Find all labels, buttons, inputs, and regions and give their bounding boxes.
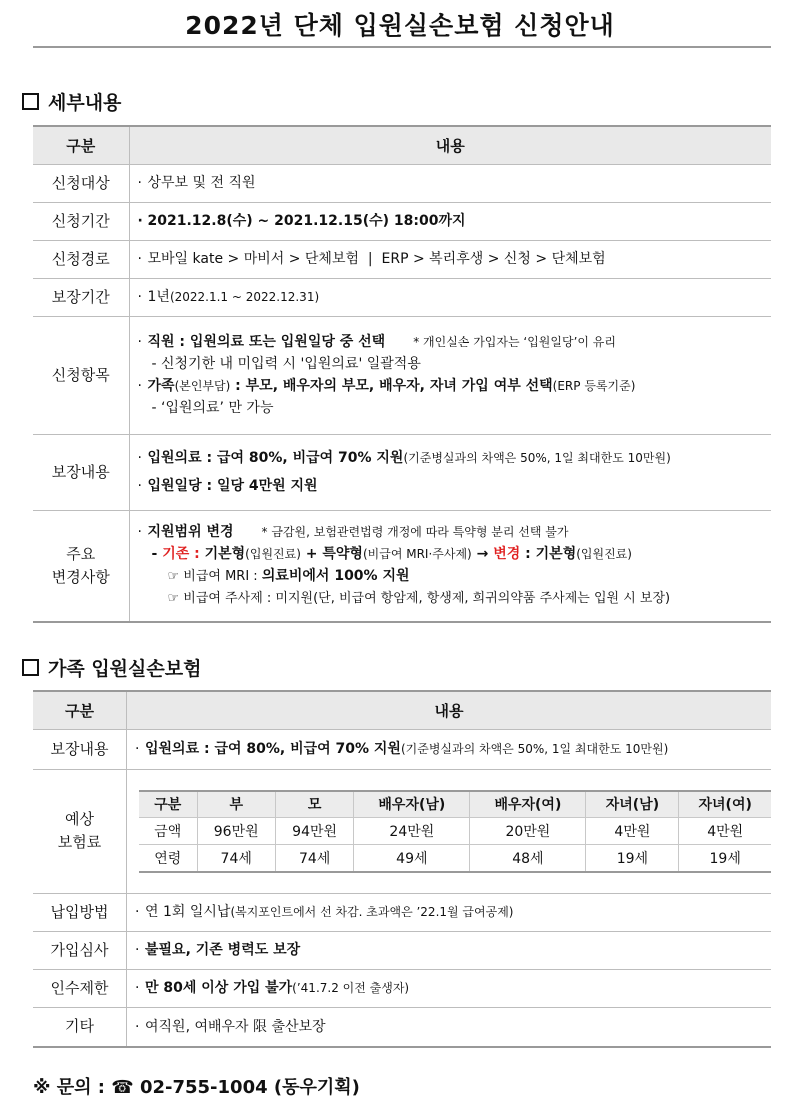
checkbox-square-icon bbox=[22, 659, 39, 676]
family-coverage-medical: 입원의료 : 급여 80%, 비급여 70% 지원 bbox=[145, 741, 401, 757]
row-label: 신청항목 bbox=[33, 316, 129, 434]
section-details-title: 세부내용 bbox=[48, 92, 122, 114]
premium-cell: 19세 bbox=[679, 845, 771, 872]
changes-before-basic: 기본형 bbox=[199, 546, 246, 563]
premium-cell: 4만원 bbox=[586, 818, 679, 845]
table-row-coverage bbox=[33, 434, 771, 510]
items-employee-note: * 개인실손 가입자는 ‘입원일당’이 유리 bbox=[413, 335, 616, 349]
premium-cell: 48세 bbox=[470, 845, 586, 872]
col-content-header: 내용 bbox=[127, 691, 772, 729]
changes-before-rider-note: (비급여 MRI·주사제) bbox=[362, 547, 472, 562]
row-content bbox=[127, 769, 772, 893]
coverage-medical-note: (기준병실과의 차액은 50%, 1일 최대한도 10만원) bbox=[403, 451, 671, 465]
row-label: 신청대상 bbox=[33, 164, 129, 202]
premium-header-cell: 배우자(여) bbox=[470, 791, 586, 818]
family-table bbox=[33, 690, 771, 1048]
changes-after-basic-note: (입원진료) bbox=[576, 547, 632, 562]
items-family-note: - ‘입원의료’ 만 가능 bbox=[151, 400, 274, 416]
section-family-title: 가족 입원실손보험 bbox=[48, 658, 202, 680]
premium-cell: 4만원 bbox=[679, 818, 771, 845]
table-row-family-coverage bbox=[33, 729, 771, 769]
row-label: 보장내용 bbox=[33, 729, 127, 769]
section-family-heading bbox=[22, 654, 201, 681]
table-row-etc bbox=[33, 1007, 771, 1047]
premium-cell: 연령 bbox=[139, 845, 197, 872]
family-coverage-note: (기준병실과의 차액은 50%, 1일 최대한도 10만원) bbox=[400, 742, 669, 756]
changes-mri-label: 비급여 MRI : bbox=[179, 569, 262, 585]
changes-after-basic: : 기본형 bbox=[520, 546, 577, 563]
premium-header-cell: 자녀(남) bbox=[586, 791, 679, 818]
table-row-premium bbox=[33, 769, 771, 893]
payment-note: (복지포인트에서 선 차감. 초과액은 ’22.1월 급여공제) bbox=[230, 905, 514, 919]
premium-header-row bbox=[139, 791, 771, 818]
row-content: · 1년(2022.1.1 ~ 2022.12.31) bbox=[129, 278, 771, 316]
table-row-items bbox=[33, 316, 771, 434]
row-label: 보장기간 bbox=[33, 278, 129, 316]
table-row-period bbox=[33, 202, 771, 240]
row-content: · 입원의료 : 급여 80%, 비급여 70% 지원(기준병실과의 차액은 50%, 1일 최대한도 10만원) · 입원일당 : 일당 4만원 지원 bbox=[129, 434, 771, 510]
changes-dash: - bbox=[151, 546, 163, 563]
changes-before-label: 기존 : bbox=[162, 546, 200, 563]
page-title: 2022년 단체 입원실손보험 신청안내 bbox=[185, 11, 615, 40]
premium-cell: 74세 bbox=[275, 845, 353, 872]
col-category-header: 구분 bbox=[33, 691, 127, 729]
items-default-note: - 신청기한 내 미입력 시 '입원의료' 일괄적용 bbox=[151, 356, 421, 372]
premium-label-line1: 예상 bbox=[65, 810, 94, 828]
premium-header-cell: 자녀(여) bbox=[679, 791, 771, 818]
row-content: · 상무보 및 전 직원 bbox=[129, 164, 771, 202]
changes-injection-text: 비급여 주사제 : 미지원(단, 비급여 항암제, 항생제, 희귀의약품 주사제는 입원 시 보장) bbox=[179, 591, 671, 607]
row-label: 보장내용 bbox=[33, 434, 129, 510]
changes-after-label: 변경 bbox=[493, 546, 521, 563]
table-row-limit bbox=[33, 969, 771, 1007]
premium-cell: 94만원 bbox=[275, 818, 353, 845]
premium-header-cell: 부 bbox=[197, 791, 275, 818]
premium-label-line2: 보험료 bbox=[57, 833, 102, 851]
changes-before-rider: + 특약형 bbox=[300, 546, 363, 563]
row-label: 신청기간 bbox=[33, 202, 129, 240]
details-table bbox=[33, 125, 771, 623]
items-family: 가족 bbox=[147, 378, 175, 394]
changes-mri-value: 의료비에서 100% 지원 bbox=[261, 568, 410, 585]
premium-cell: 금액 bbox=[139, 818, 197, 845]
col-category-header: 구분 bbox=[33, 126, 129, 164]
items-family-options: : 부모, 배우자의 부모, 배우자, 자녀 가입 여부 선택 bbox=[230, 378, 553, 394]
row-content: · 입원의료 : 급여 80%, 비급여 70% 지원(기준병실과의 차액은 50%, 1일 최대한도 10만원) bbox=[127, 729, 772, 769]
table-row-changes bbox=[33, 510, 771, 622]
row-content: · 지원범위 변경 * 금감원, 보험관련법령 개정에 따라 특약형 분리 선택 불가 - 기존 : 기본형(입원진료) + 특약형(비급여 MRI·주사제) → 변경 : 기본형(입원진료) ☞ 비급여 MRI : 의료비에서 100% 지원 ☞ 비급여 주사제 : 미지원(단, 비급여 항암제, 항생제, 희귀의약품 주사제는 입원 시 보장) bbox=[129, 510, 771, 622]
table-row-target bbox=[33, 164, 771, 202]
limit-note: (’41.7.2 이전 출생자) bbox=[292, 981, 410, 995]
coverage-period-text: 1년 bbox=[147, 289, 170, 305]
period-text: 2021.12.8(수) ~ 2021.12.15(수) 18:00까지 bbox=[147, 213, 466, 229]
changes-label-line2: 변경사항 bbox=[51, 567, 110, 586]
items-family-basis: (ERP 등록기준) bbox=[552, 379, 636, 393]
items-family-self-pay: (본인부담) bbox=[174, 379, 231, 393]
col-content-header: 내용 bbox=[129, 126, 771, 164]
premium-cell: 24만원 bbox=[354, 818, 470, 845]
pointing-hand-icon: ☞ bbox=[167, 591, 180, 607]
table-row-route bbox=[33, 240, 771, 278]
changes-scope-note: * 금감원, 보험관련법령 개정에 따라 특약형 분리 선택 불가 bbox=[261, 525, 569, 540]
premium-cell: 20만원 bbox=[470, 818, 586, 845]
premium-header-cell: 구분 bbox=[139, 791, 197, 818]
row-label: 가입심사 bbox=[33, 931, 127, 969]
target-text: 상무보 및 전 직원 bbox=[147, 175, 256, 191]
title-divider bbox=[33, 46, 771, 48]
row-content: · 직원 : 입원의료 또는 입원일당 중 선택 * 개인실손 가입자는 ‘입원일당’이 유리 - 신청기한 내 미입력 시 '입원의료' 일괄적용 · 가족(본인부담) : 부모, 배우자의 부모, 배우자, 자녀 가입 여부 선택(ERP 등록기준) - ‘입원의료’ 만 가능 bbox=[129, 316, 771, 434]
section-details-heading bbox=[22, 88, 121, 115]
pointing-hand-icon: ☞ bbox=[167, 569, 180, 585]
premium-table bbox=[139, 790, 771, 873]
table-row-payment bbox=[33, 893, 771, 931]
limit-text: 만 80세 이상 가입 불가 bbox=[145, 980, 293, 996]
items-employee: 직원 : 입원의료 또는 입원일당 중 선택 bbox=[147, 334, 386, 350]
premium-age-row bbox=[139, 845, 771, 872]
coverage-period-dates: (2022.1.1 ~ 2022.12.31) bbox=[169, 290, 320, 304]
row-content: · 불필요, 기존 병력도 보장 bbox=[127, 931, 772, 969]
premium-cell: 96만원 bbox=[197, 818, 275, 845]
etc-text: 여직원, 여배우자 限 출산보장 bbox=[145, 1018, 326, 1035]
checkbox-square-icon bbox=[22, 93, 39, 110]
row-label bbox=[33, 769, 127, 893]
changes-label-line1: 주요 bbox=[66, 544, 96, 563]
row-label: 납입방법 bbox=[33, 893, 127, 931]
premium-cell: 49세 bbox=[354, 845, 470, 872]
premium-header-cell: 배우자(남) bbox=[354, 791, 470, 818]
row-content: · 2021.12.8(수) ~ 2021.12.15(수) 18:00까지 bbox=[129, 202, 771, 240]
row-content: · 모바일 kate > 마비서 > 단체보험 | ERP > 복리후생 > 신청 > 단체보험 bbox=[129, 240, 771, 278]
route-text: 모바일 kate > 마비서 > 단체보험 | ERP > 복리후생 > 신청 > 단체보험 bbox=[147, 251, 606, 267]
changes-scope: 지원범위 변경 bbox=[147, 524, 234, 541]
row-label: 기타 bbox=[33, 1007, 127, 1047]
contact-info: ※ 문의 : ☎ 02-755-1004 (동우기획) bbox=[33, 1077, 360, 1098]
coverage-medical: 입원의료 : 급여 80%, 비급여 70% 지원 bbox=[147, 450, 404, 466]
table-row-coverage-period bbox=[33, 278, 771, 316]
row-content: · 연 1회 일시납(복지포인트에서 선 차감. 초과액은 ’22.1월 급여공제) bbox=[127, 893, 772, 931]
review-text: 불필요, 기존 병력도 보장 bbox=[145, 942, 301, 958]
row-label bbox=[33, 510, 129, 622]
premium-cell: 74세 bbox=[197, 845, 275, 872]
coverage-daily: 입원일당 : 일당 4만원 지원 bbox=[147, 478, 318, 494]
premium-header-cell: 모 bbox=[275, 791, 353, 818]
payment-text: 연 1회 일시납 bbox=[145, 904, 231, 920]
row-label: 신청경로 bbox=[33, 240, 129, 278]
row-content: · 만 80세 이상 가입 불가(’41.7.2 이전 출생자) bbox=[127, 969, 772, 1007]
table-row-review bbox=[33, 931, 771, 969]
premium-cell: 19세 bbox=[586, 845, 679, 872]
row-label: 인수제한 bbox=[33, 969, 127, 1007]
changes-before-basic-note: (입원진료) bbox=[245, 547, 301, 562]
right-arrow-icon: → bbox=[471, 546, 494, 563]
row-content: · 여직원, 여배우자 限 출산보장 bbox=[127, 1007, 772, 1047]
premium-amount-row bbox=[139, 818, 771, 845]
